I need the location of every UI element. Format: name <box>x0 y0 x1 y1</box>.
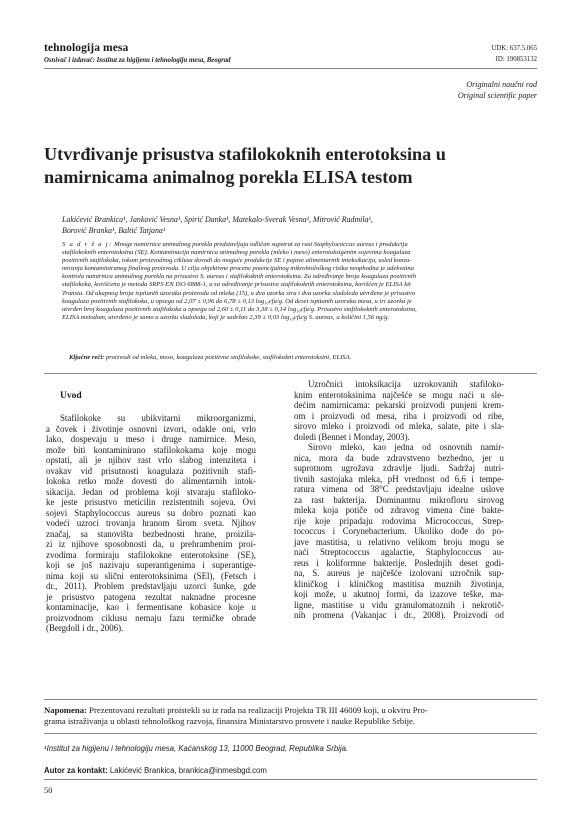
authors-line-2: Borović Branka¹, Baltić Tatjana¹ <box>62 226 166 235</box>
body-line: nima koji su slični enterotoksinima (SEl), (Fetsch i <box>46 570 256 581</box>
body-line: nih promena (Vakanjac i dr., 2008). Proizvodi od <box>294 610 504 620</box>
body-line: naći Streptococcus agalactie, Staphylococcus au- <box>294 547 504 557</box>
note-rule-top <box>44 699 537 700</box>
paper-type <box>458 80 537 101</box>
publisher-line: Osnivač i izdavač: Institut za higijenu i tehnologiju mesa, Beograd <box>44 57 231 64</box>
authors <box>62 214 532 236</box>
abstract-line: kontrola namirnica animalnog porekla na prisustvo S. aureus i stafilokoknih enterotoksina. Za određivanje broja koagulaza pozitivnih <box>62 273 417 281</box>
abstract-line: utvrđen broj koagulaza pozitivnih stafilokoka u opsegu od 2,60 ± 0,11 do 3,38 ± 0,14 log₁₀cfu/g. Prisustvo stafilokoknih enterotoksina, <box>62 305 417 313</box>
contact-label: Autor za kontakt: <box>44 766 108 775</box>
abstract-line: stafilokoka, korišćena je metoda SRPS EN ISO 6888-1, a za određivanje prisustva stafilokoknih enterotoksina, korišćen je ELISA kit <box>62 281 411 289</box>
body-line: kontaminacije, kao i fermentisane kobasice koje u <box>46 602 256 612</box>
body-line: Uzročnici intoksikacija uzrokovanih stafiloko- <box>308 379 504 389</box>
body-line: opstati, ali je njihov rast vrlo slabog intenziteta i <box>46 455 256 465</box>
footer-rule <box>44 779 537 780</box>
body-line: (Bergdoll i dr., 2006). <box>46 623 124 633</box>
body-line: jave mastitisa, u relativno velikom broju mogu se <box>294 536 504 547</box>
body-line: suprotnom ugrožava zdravlje ljudi. Sadržaj nutri- <box>294 463 504 473</box>
body-line: koji može, u akutnoj formi, da izazove teške, ma- <box>294 589 504 599</box>
body-line: doledi (Bennet i Monday, 2003). <box>294 431 410 442</box>
abstract-line: stafilokoknih enterotoksina (SE). Kontaminacija namirnica animalnog porekla (mleko i meso) enterotoksigenim sojevima koagulaza <box>62 249 411 257</box>
abstract-line: Transia. Od ukupnog broja ispitanih uzoraka proizvoda od mleka (15), u dva uzorka sira i dva uzorka sladoleda utvrđene je prisustvo <box>62 289 415 297</box>
body-line: ke jeste prisustvo meticilin rezistentnih sojeva. Ovi <box>46 497 256 507</box>
body-line: knim enterotoksinima najčešće se mogu naći u sle- <box>294 389 504 400</box>
udk-code: UDK: 637.5.065 <box>491 45 537 52</box>
keywords <box>69 354 534 362</box>
column-left <box>46 413 256 634</box>
body-line: sirovo mleko i proizvodi od mleka, salate, pite i sla- <box>294 421 504 431</box>
abstract-line: koagulaza pozitivnih stafilokoka, u opsegu od 2,07 ± 0,06 do 6,78 ± 0,13 log₁₀cfu/g. Od deset ispitanih uzoraka mesa, u tri uzorka je <box>62 297 412 305</box>
body-line: zi iz njihove sposobnosti da, u prehrambenim proi- <box>46 539 256 549</box>
abstract-line: Mnoge namirnice animalnog porekla predstavljaju odličan supstrat za rast Staphylococcus aureus i produkciju <box>112 241 408 248</box>
note-text-1: Prezentovani rezultati proistekli su iz rada na realizaciji Projekta TR III 46009 koji, u okviru Pro- <box>86 705 428 715</box>
body-line: može biti kontaminirano stafilokokama koje mogu <box>46 444 256 455</box>
body-line: reus i koliformne bakterije. Poslednjih deset godi- <box>294 557 504 568</box>
body-line: a čovek i životinje osnovni izvori, odakle oni, vrlo <box>46 423 256 434</box>
note-rule-bottom <box>44 733 537 734</box>
paper-type-local: Originalni naučni rad <box>466 80 537 89</box>
body-line: ovakav vid prisutnosti koagulaza pozitivnih stafi- <box>46 465 256 476</box>
body-line: Sirovo mleko, kao jedna od osnovnih namir- <box>308 442 504 452</box>
body-line: mleka koja potiče od zdravog vimena čine bakte- <box>294 505 504 515</box>
column-right <box>294 379 504 621</box>
body-line: rije koje pripadaju rodovima Micrococcus, Strep- <box>294 515 504 526</box>
body-line: kliničkog i kliničkog mastitisa muznih životinja, <box>294 578 504 589</box>
keywords-label: Ključne reči: <box>69 354 105 361</box>
contact-text: Lakićević Brankica, brankica@inmesbgd.com <box>107 766 267 775</box>
paper-title <box>44 143 537 189</box>
abstract <box>62 241 532 322</box>
section-heading-uvod: Uvod <box>60 391 82 401</box>
body-line: nica, mora da bude zdravstveno bezbedno, jer u <box>294 452 504 463</box>
abstract-rule <box>44 373 537 374</box>
body-line: sikacija. Jedan od problema koji stvaraju stafiloko- <box>46 486 256 497</box>
body-line: na, S. aureus je najčešće izolovani uzročnik sup- <box>294 568 504 578</box>
body-line: tococcus i Corynebacterium. Ukoliko dođe do po- <box>294 526 504 536</box>
body-line: lako, dospevaju u meso i druge namirnice. Meso, <box>46 434 256 444</box>
note-text-2: grama istraživanja u oblasti tehnološkog razvoja, finansira Ministarstvo prosvete i nauke Republike Srbije. <box>44 715 416 726</box>
header-rule <box>44 68 537 69</box>
page-number: 50 <box>44 786 53 795</box>
body-line: ratura vimena od 38°C predstavljaju idealne uslove <box>294 484 504 494</box>
body-line: značaj, sa stanovišta bezbednosti hrane, proizila- <box>46 528 256 539</box>
id-code: ID: 190853132 <box>495 56 537 63</box>
abstract-line: pozitivnih stafilokoka, tokom proizvodnog ciklusa dovodi do moguće produkcije SE i pojave alimentarnih intoksikacija, usled konzu- <box>62 257 412 265</box>
body-line: koji se još nazivaju superantigenima i superantige- <box>46 560 256 570</box>
body-line: vodeći uzroci trovanja hranom širom sveta. Njihov <box>46 518 256 528</box>
title-line-2: namirnicama animalnog porekla ELISA testom <box>44 167 413 187</box>
keywords-text: proizvodi od mleka, meso, koagulaza pozitivne stafilokoke, stafilokokni enterotoksini, ELISA. <box>104 354 352 361</box>
body-line: dr., 2011). Problem predstavljaju uzorci šunke, gde <box>46 581 256 591</box>
title-line-1: Utvrđivanje prisustva stafilokoknih enterotoksina u <box>44 144 446 164</box>
abstract-line: ELISA metodom, utvrđeno je samo u uzorku sladoleda, koji je sadržao 2,39 ± 0,03 log₁₀cfu/g S. aureus, u količini 1,56 ng/g. <box>62 313 390 321</box>
body-line: Stafilokoke su ubikvitarni mikroorganizmi, <box>60 413 256 423</box>
project-note <box>44 705 537 726</box>
contact-author <box>44 766 267 775</box>
abstract-lead: S a d r ž a j: <box>62 241 113 248</box>
affiliation: ¹Institut za higijenu i tehnologiju mesa, Kaćanskog 13, 11000 Beograd, Republika Srbija. <box>44 744 349 753</box>
body-line: tivnih sastojaka mleka, pH vrednost od 6,6 i tempe- <box>294 473 504 484</box>
abstract-line: miranja kontaminiranog finalnog proizvoda. U cilju objektivne procene potencijalnog mikrobiološkog rizika neophodna je adekvatna <box>62 265 414 273</box>
authors-line-1: Lakićević Brankica¹, Janković Vesna¹, Spirić Danka¹, Matekalo-Sverak Vesna¹, Mitrović Radmila¹, <box>62 215 373 224</box>
body-line: sojevi Staphylococcus aureus su dobro poznati kao <box>46 507 256 518</box>
body-line: za rast bakterija. Dominantnu mikrofloru sirovog <box>294 494 504 505</box>
body-line: proizvodnom ciklusu nemaju fazu termičke obrade <box>46 612 256 623</box>
body-line: lokoka retko može dovesti do alimentarnih intok- <box>46 476 256 486</box>
paper-type-english: Original scientific paper <box>457 90 537 100</box>
body-line: om i proizvodi od mesa, riba i proizvodi od ribe, <box>294 410 504 421</box>
body-line: je prisustvo patogena rezultat naknadne procesne <box>46 591 256 602</box>
body-line: dećim namirnicama: pekarski proizvodi punjeni krem- <box>294 400 504 410</box>
journal-name: tehnologija mesa <box>44 42 129 54</box>
body-line: ligne, mastitise u vidu granulomatoznih i nekrotič- <box>294 599 504 610</box>
body-line: zvodima formiraju stafilokokne enterotoksine (SE), <box>46 549 256 560</box>
note-label: Napomena: <box>44 705 87 715</box>
